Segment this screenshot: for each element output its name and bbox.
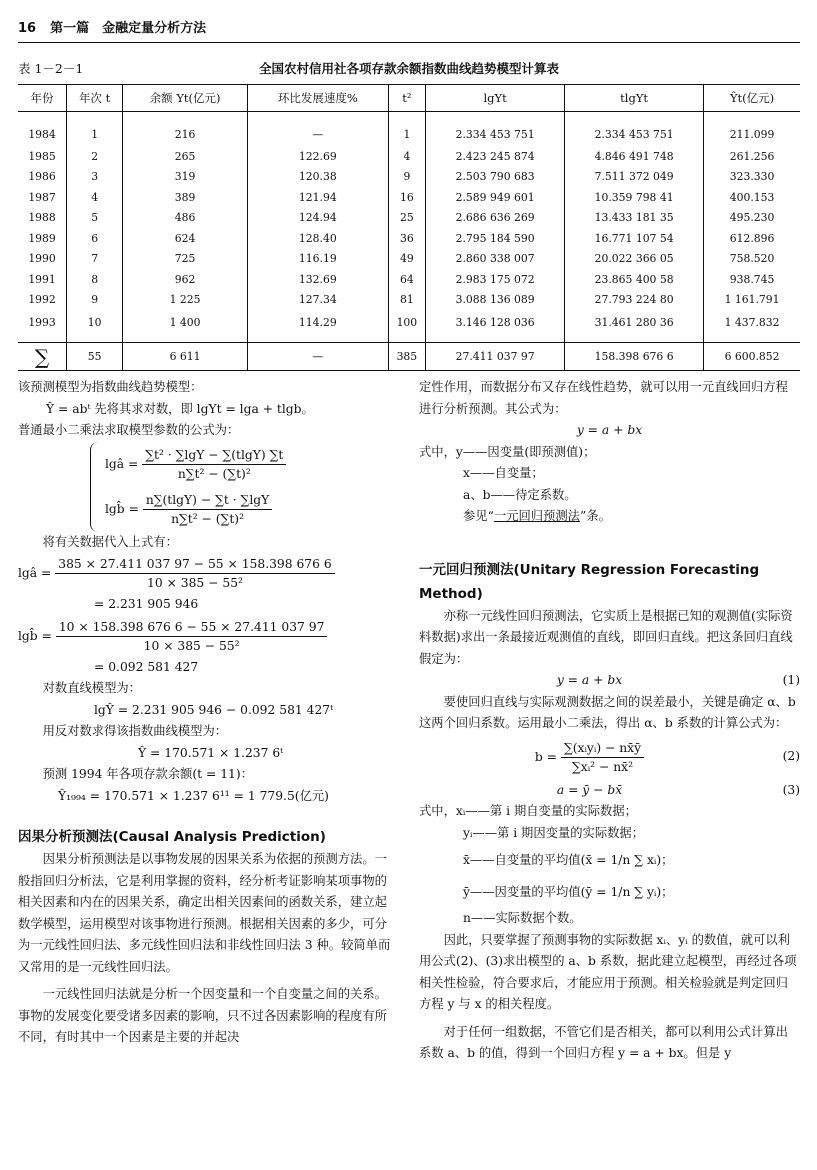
table-header-row — [18, 85, 800, 112]
table-cell: 323.330 — [704, 167, 800, 188]
table-cell: 25 — [388, 208, 426, 229]
table-cell: 758.520 — [704, 249, 800, 270]
table-row — [18, 310, 800, 343]
paragraph: 要使回归直线与实际观测数据之间的误差最小，关键是确定 α、b 这两个回归系数。运用最小二乘法，得出 α、b 系数的计算公式为： — [419, 694, 796, 730]
table-cell: 2.983 175 072 — [426, 269, 565, 290]
left-column — [18, 377, 399, 1065]
equation — [419, 739, 760, 776]
table-cell: 495.230 — [704, 208, 800, 229]
text: Ŷ = abᵗ 先将其求对数，即 lgYt = lga + tlgb。 — [46, 401, 314, 416]
table-title: 全国农村信用社各项存款余额指数曲线趋势模型计算表 — [258, 61, 559, 76]
table-cell: 3 — [67, 167, 123, 188]
page — [18, 14, 800, 1065]
table-cell: 1 400 — [123, 310, 248, 343]
table-row — [18, 167, 800, 188]
table-cell: 128.40 — [248, 228, 389, 249]
table-cell: 486 — [123, 208, 248, 229]
table-cell: 1988 — [28, 211, 56, 225]
table-cell: 122.69 — [248, 146, 389, 167]
total-cell: — — [248, 343, 389, 371]
table-cell: 2.334 453 751 — [426, 112, 565, 147]
right-column — [419, 377, 800, 1065]
table-caption — [18, 59, 800, 77]
table-cell: 1 225 — [123, 290, 248, 311]
table-cell: 2.589 949 601 — [426, 187, 565, 208]
table-cell: 2.795 184 590 — [426, 228, 565, 249]
table-cell: 2.503 790 683 — [426, 167, 565, 188]
denominator: ∑xᵢ² − nx̄² — [571, 759, 634, 774]
definition: 式中，xᵢ——第 i 期自变量的实际数据； — [419, 804, 637, 818]
section-title: 一元回归预测法(Unitary Regression Forecasting Method) — [419, 561, 760, 602]
equation-row — [419, 670, 800, 692]
numerator: ∑t² · ∑lgY − ∑(tlgY) ∑t — [142, 446, 286, 465]
text: 该预测模型为指数曲线趋势模型： — [18, 380, 203, 394]
table-cell: 5 — [67, 208, 123, 229]
table-cell: 2.334 453 751 — [565, 112, 704, 147]
table-cell: 9 — [388, 167, 426, 188]
table-cell: 8 — [67, 269, 123, 290]
denominator: 10 × 385 − 55² — [143, 638, 240, 653]
paragraph: 亦称一元线性回归预测法，它实质上是根据已知的观测值(实际资料数据)求出一条最接近观测值的直线，即回归直线。把这条回归直线假定为： — [419, 608, 793, 666]
table-cell: 132.69 — [248, 269, 389, 290]
text: 对数直线模型为： — [42, 681, 141, 695]
formula-lhs: b = — [534, 749, 558, 764]
total-cell: 55 — [67, 343, 123, 371]
definition: yᵢ——第 i 期因变量的实际数据； — [463, 825, 645, 840]
table-cell: 1989 — [28, 231, 56, 245]
table-cell: 211.099 — [704, 112, 800, 147]
text: 参见“ — [463, 509, 494, 523]
table-cell: 16 — [388, 187, 426, 208]
part-title: 第一篇 金融定量分析方法 — [50, 21, 207, 36]
table-cell: 100 — [388, 310, 426, 343]
table-row — [18, 187, 800, 208]
column-header: 环比发展速度% — [248, 85, 389, 112]
calc-2 — [18, 616, 399, 657]
table-cell: 27.793 224 80 — [565, 290, 704, 311]
total-cell: 27.411 037 97 — [426, 343, 565, 371]
calc-1 — [18, 553, 399, 594]
equation-number: (3) — [782, 782, 800, 797]
denominator: n∑t² − (∑t)² — [177, 466, 251, 481]
table-cell: 624 — [123, 228, 248, 249]
table-cell: 120.38 — [248, 167, 389, 188]
formula: Ŷ = 170.571 × 1.237 6ᵗ — [138, 745, 284, 760]
table-cell: 127.34 — [248, 290, 389, 311]
definition: x̄——自变量的平均值(x̄ = 1/n ∑ xᵢ)； — [463, 853, 674, 867]
table-cell: 1992 — [28, 293, 56, 307]
cross-reference — [419, 506, 800, 528]
table-cell: 3.088 136 089 — [426, 290, 565, 311]
equation-row — [419, 780, 800, 802]
formula-lhs: lgâ = — [105, 456, 139, 471]
table-cell: 36 — [388, 228, 426, 249]
table-cell: 10.359 798 41 — [565, 187, 704, 208]
table-cell: 400.153 — [704, 187, 800, 208]
reference-link[interactable]: 一元回归预测法 — [493, 509, 580, 523]
fraction — [56, 618, 328, 655]
definition: n——实际数据个数。 — [463, 911, 582, 925]
table-cell: 4 — [388, 146, 426, 167]
table-cell: 2.423 245 874 — [426, 146, 565, 167]
table-cell: 612.896 — [704, 228, 800, 249]
column-header: 年份 — [18, 85, 67, 112]
table-cell: 216 — [123, 112, 248, 147]
table-cell: 23.865 400 58 — [565, 269, 704, 290]
paragraph: 定性作用，而数据分布又存在线性趋势，就可以用一元直线回归方程进行分析预测。其公式为： — [419, 380, 788, 416]
formula-lhs: lgb̂ = — [18, 628, 52, 643]
column-header: 年次 t — [67, 85, 123, 112]
table-cell: 319 — [123, 167, 248, 188]
table-cell: 2.860 338 007 — [426, 249, 565, 270]
table-cell: 1 437.832 — [704, 310, 800, 343]
data-table — [18, 84, 800, 371]
equation: a = ȳ − bx̄ — [556, 782, 623, 797]
table-cell: 1991 — [28, 272, 56, 286]
column-header: Ŷt(亿元) — [704, 85, 800, 112]
table-cell: 121.94 — [248, 187, 389, 208]
table-cell: 7 — [67, 249, 123, 270]
denominator: 10 × 385 − 55² — [147, 576, 243, 590]
formula-lhs: lgâ = — [18, 566, 52, 580]
table-cell: 1985 — [28, 149, 56, 163]
table-cell: 962 — [123, 269, 248, 290]
text: 式中，y——因变量(即预测值)； — [419, 444, 596, 459]
result: = 2.231 905 946 — [94, 597, 199, 611]
table-cell: 64 — [388, 269, 426, 290]
column-header: tlgYt — [565, 85, 704, 112]
table-cell: 1987 — [28, 190, 56, 204]
table-row — [18, 208, 800, 229]
denominator: n∑t² − (∑t)² — [171, 511, 244, 526]
table-row — [18, 146, 800, 167]
text: 普通最小二乘法求取模型参数的公式为： — [18, 423, 240, 437]
equation-row — [419, 735, 800, 780]
table-cell: 7.511 372 049 — [565, 167, 704, 188]
column-header: 余额 Yt(亿元) — [123, 85, 248, 112]
result: = 0.092 581 427 — [94, 659, 199, 674]
column-header: lgYt — [426, 85, 565, 112]
numerator: n∑(tlgY) − ∑t · ∑lgY — [143, 491, 272, 510]
column-header: t² — [388, 85, 426, 112]
total-cell: 6 611 — [123, 343, 248, 371]
table-cell: 4.846 491 748 — [565, 146, 704, 167]
table-total-row — [18, 343, 800, 371]
table-cell: 1990 — [28, 252, 56, 266]
table-row — [18, 269, 800, 290]
table-row — [18, 112, 800, 147]
fraction — [55, 555, 334, 592]
table-cell: 1 161.791 — [704, 290, 800, 311]
text: ”条。 — [579, 509, 611, 523]
table-cell: 10 — [67, 310, 123, 343]
fraction — [142, 446, 286, 483]
table-cell: 20.022 366 05 — [565, 249, 704, 270]
equation: y = a + bx — [576, 423, 643, 437]
table-cell: 9 — [67, 290, 123, 311]
table-cell: 938.745 — [704, 269, 800, 290]
text: 预测 1994 年各项存款余额(t = 11)： — [42, 767, 253, 781]
formula: Ŷ₁₉₉₄ = 170.571 × 1.237 6¹¹ = 1 779.5(亿元) — [58, 788, 329, 803]
total-cell: 158.398 676 6 — [565, 343, 704, 371]
equation: y = a + bx — [556, 673, 623, 687]
numerator: 385 × 27.411 037 97 − 55 × 158.398 676 6 — [55, 555, 334, 574]
table-row — [18, 290, 800, 311]
equation-number: (1) — [782, 673, 800, 687]
table-cell: 16.771 107 54 — [565, 228, 704, 249]
formula-lhs: lgb̂ = — [105, 501, 139, 516]
table-cell: 124.94 — [248, 208, 389, 229]
formula-system — [90, 442, 399, 532]
table-row — [18, 228, 800, 249]
page-number: 16 — [18, 21, 37, 36]
table-cell: 389 — [123, 187, 248, 208]
table-cell: 1 — [388, 112, 426, 147]
table-cell: 3.146 128 036 — [426, 310, 565, 343]
total-cell: 6 600.852 — [704, 343, 800, 371]
table-label: 表 1－2－1 — [18, 61, 84, 76]
paragraph: 因此，只要掌握了预测事物的实际数据 xᵢ、yᵢ 的数值，就可以利用公式(2)、(3)求出模型的 a、b 系数，据此建立起模型，再经过各项相关性检验，符合要求后，才能应用于预测。相关检验就是判定回归方程 y 与 x 的相关程度。 — [419, 932, 797, 1011]
running-header — [18, 14, 800, 43]
table-cell: 1984 — [28, 127, 56, 141]
table-cell: 114.29 — [248, 310, 389, 343]
paragraph: 对于任何一组数据，不管它们是否相关，都可以利用公式计算出系数 a、b 的值，得到一个回归方程 y = a + bx。但是 y — [419, 1024, 788, 1060]
table-cell: 13.433 181 35 — [565, 208, 704, 229]
fraction — [561, 739, 644, 776]
table-cell: 49 — [388, 249, 426, 270]
text: x——自变量； — [463, 466, 544, 480]
table-cell: 31.461 280 36 — [565, 310, 704, 343]
paragraph: 一元线性回归法就是分析一个因变量和一个自变量之间的关系。事物的发展变化要受诸多因素的影响，只不过各因素影响的程度有所不同，有时其中一个因素是主要的并起决 — [18, 987, 387, 1044]
table-cell: 116.19 — [248, 249, 389, 270]
table-row — [18, 249, 800, 270]
table-cell: 725 — [123, 249, 248, 270]
table-cell: 261.256 — [704, 146, 800, 167]
table-cell: 1986 — [28, 170, 56, 184]
table-cell: — — [248, 112, 389, 147]
table-cell: 1993 — [28, 315, 56, 329]
total-cell: ∑ — [18, 343, 67, 371]
table-cell: 4 — [67, 187, 123, 208]
formula: lgŶ = 2.231 905 946 − 0.092 581 427ᵗ — [94, 702, 334, 717]
table-cell: 2.686 636 269 — [426, 208, 565, 229]
definition: ȳ——因变量的平均值(ȳ = 1/n ∑ yᵢ)； — [463, 885, 674, 899]
equation-number: (2) — [782, 749, 800, 764]
table-cell: 2 — [67, 146, 123, 167]
numerator: ∑(xᵢyᵢ) − nx̄ȳ — [561, 739, 644, 758]
fraction — [143, 491, 272, 528]
table-cell: 265 — [123, 146, 248, 167]
numerator: 10 × 158.398 676 6 − 55 × 27.411 037 97 — [56, 618, 328, 637]
table-cell: 6 — [67, 228, 123, 249]
section-title: 因果分析预测法(Causal Analysis Prediction) — [18, 829, 326, 845]
total-cell: 385 — [388, 343, 426, 371]
text: a、b——待定系数。 — [463, 487, 577, 502]
text: 用反对数求得该指数曲线模型为： — [42, 724, 228, 738]
text: 将有关数据代入上式有： — [42, 534, 178, 549]
table-cell: 1 — [67, 112, 123, 147]
table-cell: 81 — [388, 290, 426, 311]
paragraph: 因果分析预测法是以事物发展的因果关系为依据的预测方法。一般指回归分析法，它是利用掌握的资料，经分析考证影响某项事物的相关因素和内在的因果关系，确定出相关因素间的函数关系，建立起数学模型，运用模型对该事物进行预测。根据相关因素的多少，可分为一元线性回归法、多元线性回归法和非线性回归法 3 种。较简单而又常用的是一元线性回归法。 — [18, 852, 391, 974]
